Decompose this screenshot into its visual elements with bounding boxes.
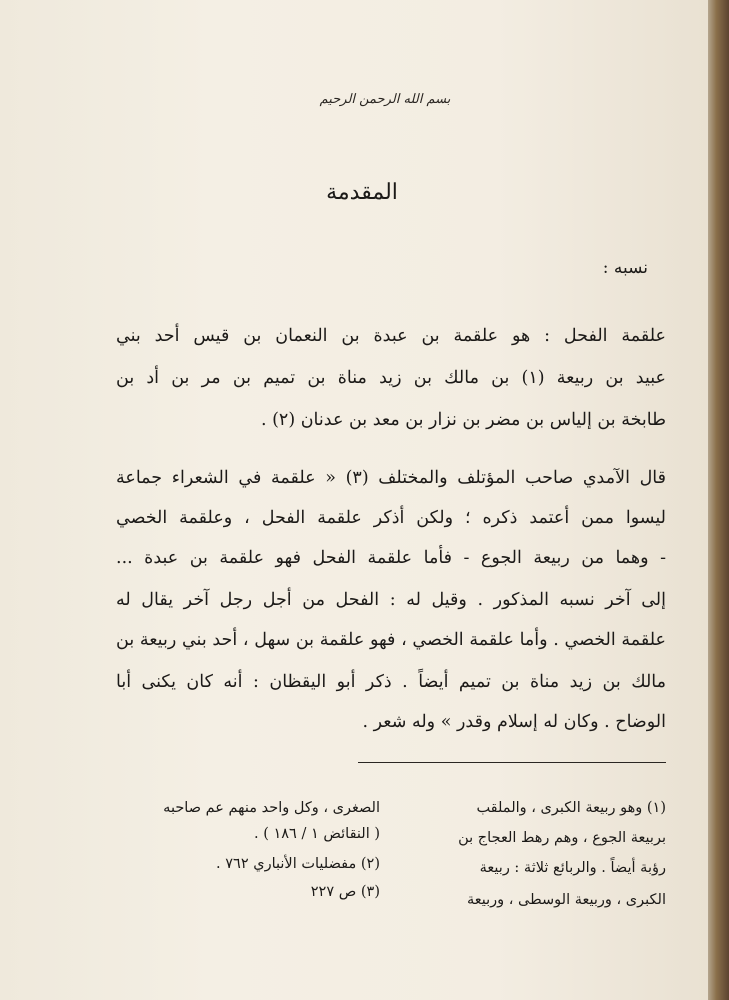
footnote-divider xyxy=(358,762,666,763)
section-heading: نسبه : xyxy=(602,258,648,278)
text-line: إلى آخر نسبه المذكور . وقيل له : الفحل من أجل رجل آخر يقال له xyxy=(116,590,666,610)
footnote-line: رؤبة أيضاً . والربائع ثلاثة : ربيعة xyxy=(479,860,666,876)
text-line: علقمة الخصي . وأما علقمة الخصي ، فهو علقمة بن سهل ، أحد بني ربيعة بن xyxy=(116,630,666,650)
footnote-line: (١) وهو ربيعة الكبرى ، والملقب xyxy=(476,800,666,816)
footnote-line: بربيعة الجوع ، وهم رهط العجاج بن xyxy=(458,830,666,846)
book-spine-edge xyxy=(708,0,729,1000)
text-line: علقمة الفحل : هو علقمة بن عبدة بن النعمان بن قيس أحد بني xyxy=(116,326,666,346)
basmala: بسم الله الرحمن الرحيم xyxy=(319,92,451,107)
text-line: طابخة بن إلياس بن مضر بن نزار بن معد بن عدنان (٢) . xyxy=(260,410,666,430)
text-line: قال الآمدي صاحب المؤتلف والمختلف (٣) « علقمة في الشعراء جماعة xyxy=(116,468,666,488)
footnote-line: ( النقائض ١ / ١٨٦ ) . xyxy=(253,826,380,842)
footnote-line: الصغرى ، وكل واحد منهم عم صاحبه xyxy=(163,800,380,816)
text-line: - وهما من ربيعة الجوع - فأما علقمة الفحل فهو علقمة بن عبدة ... xyxy=(116,548,666,568)
footnote-line: (٣) ص ٢٢٧ xyxy=(310,884,380,900)
footnote-line: (٢) مفضليات الأنباري ٧٦٢ . xyxy=(216,856,380,872)
footnote-line: الكبرى ، وربيعة الوسطى ، وربيعة xyxy=(466,892,666,908)
page-title: المقدمة xyxy=(326,180,398,205)
text-line: ليسوا ممن أعتمد ذكره ؛ ولكن أذكر علقمة الفحل ، وعلقمة الخصي xyxy=(116,508,666,528)
text-line: عبيد بن ربيعة (١) بن مالك بن زيد مناة بن تميم بن مر بن أد بن xyxy=(116,368,666,388)
text-line: الوضاح . وكان له إسلام وقدر » وله شعر . xyxy=(362,712,666,732)
text-line: مالك بن زيد مناة بن تميم أيضاً . ذكر أبو اليقظان : أنه كان يكنى أبا xyxy=(116,672,666,692)
